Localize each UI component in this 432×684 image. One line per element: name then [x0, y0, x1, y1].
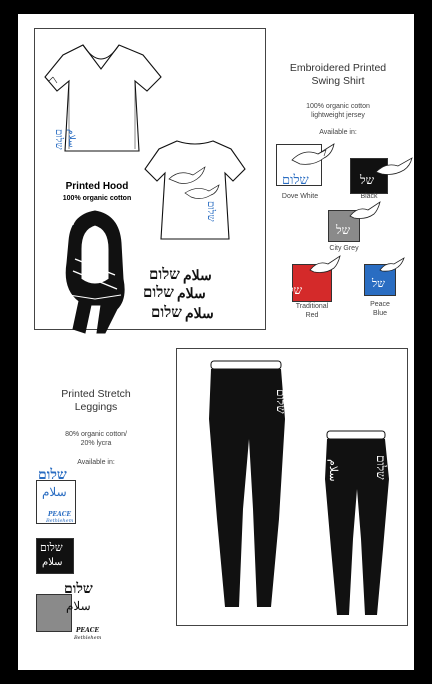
swatch-print-shalom: שלום: [40, 541, 63, 554]
leggings-title-line2: Leggings: [74, 401, 118, 413]
swing-shirt-back-drawing: [145, 135, 245, 245]
swatch-print-shalom: שלום: [38, 467, 67, 483]
leggings-material-line1: 80% organic cotton/: [65, 431, 127, 438]
shirt-front-print-salam: سلام: [66, 129, 76, 148]
shirt-back-print-shalom: שלום: [205, 201, 216, 222]
dove-icon: [290, 142, 350, 170]
swatch-print-shalom-short: של: [360, 173, 375, 187]
swatch-print-peace: PEACE: [48, 511, 72, 518]
swatch-print-shalom-short: של: [336, 223, 351, 237]
leggings-material-line2: 20% lycra: [80, 440, 112, 447]
leggings-back-drawing: [321, 429, 401, 619]
catalog-sheet: [18, 14, 414, 670]
swatch-print-shalom: שלום: [282, 173, 309, 188]
shirt-front-print-shalom: שלום: [53, 129, 64, 150]
swatch-print-shalom-short: של: [372, 277, 385, 290]
shirt-available-label: Available in:: [319, 129, 357, 136]
leggings-illustration-panel: [176, 348, 408, 626]
hood-title: Printed Hood: [65, 181, 129, 192]
shirt-color-label-blue-line1: Peace: [370, 301, 390, 308]
shirt-title-line2: Swing Shirt: [311, 75, 365, 87]
shirt-title-line1: Embroidered Printed: [289, 62, 387, 74]
swatch-print-peace: PEACE: [76, 627, 100, 634]
swatch-print-shalom: שלום: [64, 581, 93, 597]
shirt-color-label-city-grey: City Grey: [329, 245, 359, 252]
swatch-print-salam: سلام: [42, 557, 63, 568]
shirt-color-label-red-line2: Red: [305, 312, 319, 319]
shirt-color-label-black: Black: [360, 193, 378, 200]
dove-icon: [308, 254, 346, 278]
shirt-color-label-red-line1: Traditional: [295, 303, 329, 310]
leggings-back-print-salam: سلام: [327, 459, 340, 482]
swatch-print-salam: سلام: [66, 599, 91, 613]
swatch-print-salam: سلام: [42, 485, 67, 499]
shirt-material-line1: 100% organic cotton: [306, 103, 370, 110]
dove-icon: [378, 256, 408, 276]
shirt-material-line2: lightweight jersey: [311, 112, 365, 119]
leggings-front-print-shalom: שלום: [274, 389, 288, 414]
hood-material: 100% organic cotton: [62, 195, 132, 202]
dove-icon: [348, 200, 388, 226]
shirt-hood-illustration-panel: [34, 28, 266, 330]
leggings-available-label: Available in:: [77, 459, 115, 466]
shirt-color-label-dove-white: Dove White: [281, 193, 319, 200]
leggings-title-line1: Printed Stretch: [61, 388, 131, 400]
swatch-print-shalom-short: של: [288, 283, 303, 297]
hood-print-shalom: שלום: [59, 218, 76, 227]
shirt-color-label-blue-line2: Blue: [372, 310, 387, 317]
swatch-print-bethlehem: Bethlehem: [74, 635, 102, 641]
print-pattern-swatch: שלום سلام שלום سلام שלום سلام: [147, 265, 219, 325]
leggings-back-print-shalom: שלום: [374, 455, 388, 480]
printed-hood-drawing: [55, 209, 135, 335]
dove-icon: [374, 156, 424, 180]
swatch-print-bethlehem: Bethlehem: [46, 518, 74, 524]
